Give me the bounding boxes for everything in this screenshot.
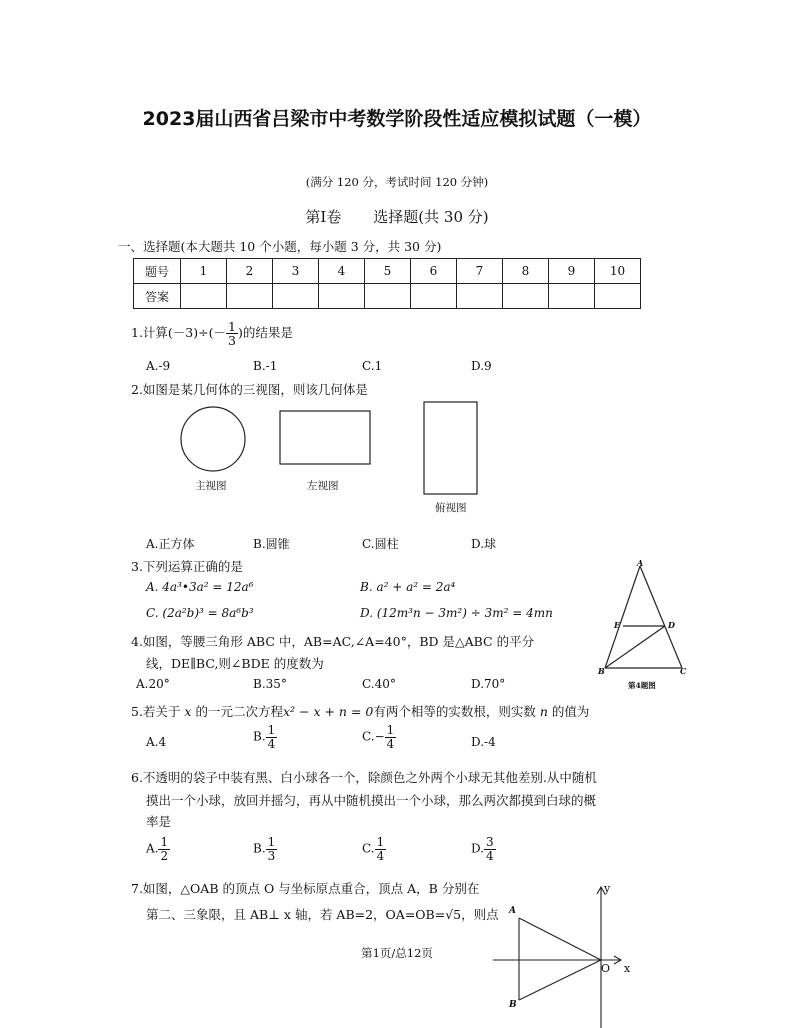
frac-num: 3	[486, 835, 494, 849]
q1-stem-a: 1.计算(－3)÷(－	[131, 325, 226, 341]
frac-num: 1	[376, 835, 385, 849]
q3-option-a: A. 4a³•3a² = 12a⁶	[146, 580, 254, 594]
label-b: B	[598, 666, 605, 676]
q4-option-a: A.20°	[136, 677, 170, 691]
frac-den: 4	[267, 736, 276, 751]
section-heading: 一、选择题(本大题共 10 个小题，每小题 3 分，共 30 分)	[118, 239, 442, 254]
q2-option-c: C.圆柱	[362, 537, 399, 551]
top-view-caption: 俯视图	[435, 502, 467, 514]
q5-var-n: n	[539, 704, 548, 719]
q2-option-b: B.圆锥	[253, 537, 290, 551]
table-number-cell: 4	[319, 259, 365, 284]
q1-frac-num: 1	[227, 319, 236, 334]
side-view-caption: 左视图	[307, 480, 339, 492]
q5-stem-c: 有两个相等的实数根，则实数	[373, 704, 536, 719]
table-number-cell: 3	[273, 259, 319, 284]
q1-option-c: C.1	[362, 359, 383, 373]
q5-option-b-label: B.	[253, 729, 266, 744]
part-name: 第Ⅰ卷	[305, 208, 342, 226]
label-a: A	[637, 558, 644, 568]
frac-num: 1	[386, 723, 395, 737]
q1-frac-den: 3	[227, 333, 236, 349]
label-o: O	[601, 962, 611, 975]
question-6-line1: 6.不透明的袋子中装有黑、白小球各一个，除颜色之外两个小球无其他差别.从中随机	[131, 770, 597, 785]
frac-den: 4	[386, 736, 395, 751]
front-view-caption: 主视图	[195, 480, 227, 492]
question-6-line2: 摸出一个小球，放回并摇匀，再从中随机摸出一个小球，那么两次都摸到白球的概	[146, 793, 597, 808]
segment-bo	[519, 960, 601, 1000]
question-3: 3.下列运算正确的是	[131, 559, 243, 574]
table-number-cell: 8	[503, 259, 549, 284]
q5-option-a: A.4	[146, 735, 167, 749]
table-number-cell: 1	[181, 259, 227, 284]
q5-stem-b: 的一元二次方程	[195, 704, 283, 719]
q2-option-a: A.正方体	[146, 537, 195, 551]
part-label: 选择题(共 30 分)	[373, 208, 489, 226]
table-number-cell: 5	[365, 259, 411, 284]
q4-option-c: C.40°	[362, 677, 396, 691]
table-header-cell: 题号	[134, 259, 181, 284]
q5-option-c-label: C.−	[362, 729, 385, 744]
option-label: C.	[362, 841, 375, 856]
table-header-cell: 答案	[134, 284, 181, 309]
q4-option-b: B.35°	[253, 677, 287, 691]
q5-stem-d: 的值为	[551, 704, 590, 719]
frac-den: 2	[160, 848, 169, 863]
option-label: D.	[471, 841, 485, 856]
question-4-line2: 线，DE∥BC,则∠BDE 的度数为	[146, 656, 324, 671]
option-label: A.	[146, 841, 159, 856]
label-y: y	[604, 882, 611, 895]
question-4-line1: 4.如图，等腰三角形 ABC 中，AB=AC,∠A=40°，BD 是△ABC 的平分	[131, 634, 535, 649]
frac-den: 4	[486, 848, 494, 863]
frac-den: 4	[376, 848, 385, 863]
frac-den: 3	[267, 848, 276, 863]
question-2: 2.如图是某几何体的三视图，则该几何体是	[131, 382, 368, 397]
q2-option-d: D.球	[471, 537, 497, 551]
question-7-line1: 7.如图，△OAB 的顶点 O 与坐标原点重合，顶点 A，B 分别在	[131, 881, 480, 896]
label-e: E	[614, 620, 621, 630]
q5-option-d: D.-4	[471, 735, 496, 749]
label-b: B	[509, 1000, 517, 1010]
table-number-cell: 2	[227, 259, 273, 284]
frac-num: 1	[267, 835, 276, 849]
question-7-line2: 第二、三象限，且 AB⊥ x 轴，若 AB=2，OA=OB=√5，则点	[146, 907, 499, 922]
q4-option-d: D.70°	[471, 677, 506, 691]
exam-subtitle: (满分 120 分，考试时间 120 分钟)	[305, 175, 489, 189]
frac-num: 1	[267, 723, 276, 737]
exam-title: 2023届山西省吕梁市中考数学阶段性适应模拟试题（一模）	[142, 108, 652, 130]
q3-option-c: C. (2a²b)³ = 8a⁶b³	[146, 606, 254, 620]
q5-equation: x² − x + n = 0	[282, 704, 374, 719]
table-number-cell: 7	[457, 259, 503, 284]
q3-option-d: D. (12m³n − 3m²) ÷ 3m² = 4mn	[360, 606, 553, 620]
label-d: D	[668, 620, 675, 630]
frac-num: 1	[160, 835, 169, 849]
table-number-cell: 10	[595, 259, 641, 284]
table-number-cell: 9	[549, 259, 595, 284]
page-footer: 第1页/总12页	[361, 946, 433, 960]
q1-option-b: B.-1	[253, 359, 278, 373]
table-number-cell: 6	[411, 259, 457, 284]
q5-var-x: x	[184, 704, 192, 719]
question-6-line3: 率是	[146, 814, 172, 829]
label-x: x	[624, 962, 631, 975]
label-a: A	[509, 906, 516, 916]
q3-option-b: B. a² + a² = 2a⁴	[360, 580, 456, 594]
label-c: C	[680, 666, 687, 676]
option-label: B.	[253, 841, 266, 856]
q1-stem-b: )的结果是	[237, 325, 293, 341]
q1-option-a: A.-9	[146, 359, 171, 373]
q4-figure-caption: 第4题图	[628, 681, 656, 690]
q1-option-d: D.9	[471, 359, 492, 373]
q5-stem-a: 5.若关于	[131, 704, 181, 719]
